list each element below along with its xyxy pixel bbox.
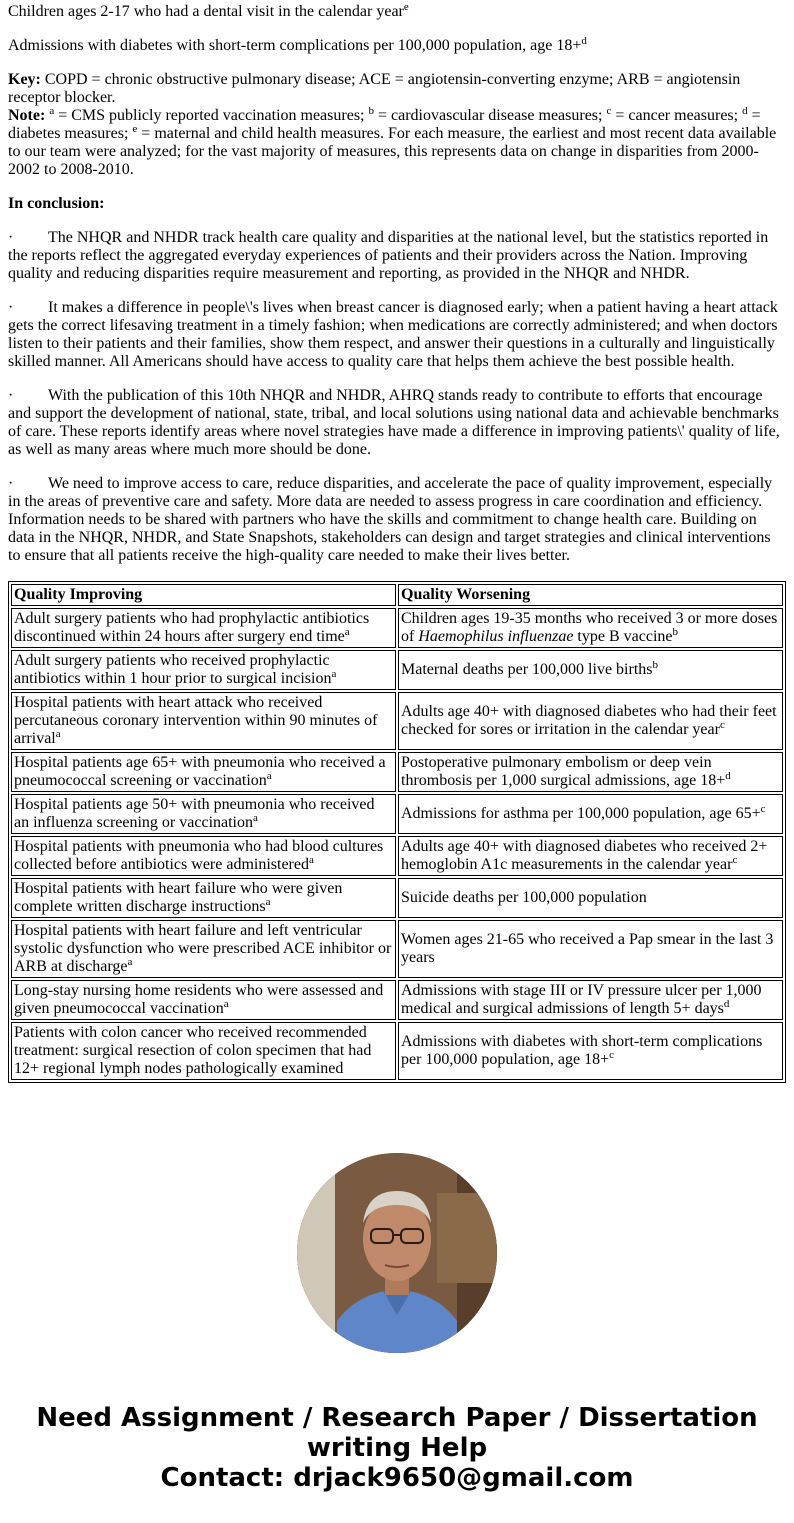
- worsening-cell: Children ages 19-35 months who received 3 or more doses of Haemophilus influenzae type B vaccine$^b$: [398, 608, 783, 648]
- conclusion-bullet: · The NHQR and NHDR track health care quality and disparities at the national level, but the statistics reported in the reports reflect the aggregated everyday experiences of patients and their providers across the Nation. Improving quality and reducing disparities require measurement and reporting, as provided in the NHQR and NHDR.: [8, 229, 769, 282]
- worsening-cell: Adults age 40+ with diagnosed diabetes who received 2+ hemoglobin A1c measurements in the calendar year$^c$: [398, 836, 783, 876]
- worsening-cell: Suicide deaths per 100,000 population: [398, 878, 783, 918]
- table-row: [11, 692, 783, 750]
- top-line-1: Children ages 2-17 who had a dental visit in the calendar year$^e$: [8, 1, 409, 20]
- key-paragraph: Key: COPD = chronic obstructive pulmonary disease; ACE = angiotensin-converting enzyme; ARB = angiotensin receptor blocker. Note: $^a$ = CMS publicly reported vaccination measures; $^b$ = cardiovascular disease measures; $^c$ = cancer measures; $^d$ = diabetes measures; $^e$ = maternal and child health measures. For each measure, the earliest and most recent data available to our team were analyzed; for the vast majority of measures, this represents data on change in disparities from 2000-2002 to 2008-2010.: [8, 71, 777, 178]
- improving-cell: Adult surgery patients who received prophylactic antibiotics within 1 hour prior to surgical incision$^a$: [11, 650, 396, 690]
- top-line-2-sup: d: [581, 35, 587, 47]
- table-row: [11, 836, 783, 876]
- conclusion-bullet: · We need to improve access to care, reduce disparities, and accelerate the pace of quality improvement, especially in the areas of preventive care and safety. More data are needed to assess progress in care coordination and efficiency. Information needs to be shared with partners who have the skills and commitment to change health care. Building on data in the NHQR, NHDR, and State Snapshots, stakeholders can design and target strategies and clinical interventions to ensure that all patients receive the high-quality care needed to make their lives better.: [8, 475, 773, 564]
- key-label: Key:: [8, 71, 41, 88]
- contact-banner: [0, 1403, 794, 1493]
- worsening-cell: Admissions for asthma per 100,000 population, age 65+$^c$: [398, 794, 783, 834]
- table-row: [11, 608, 783, 648]
- banner-line-1: Need Assignment / Research Paper / Dissertation: [36, 1403, 758, 1433]
- table-header-row: [11, 584, 783, 606]
- improving-cell: Adult surgery patients who had prophylactic antibiotics discontinued within 24 hours after surgery end time$^a$: [11, 608, 396, 648]
- bullet-marker: ·: [8, 475, 14, 492]
- table-row: [11, 920, 783, 978]
- top-line-2: Admissions with diabetes with short-term complications per 100,000 population, age 18+$^d$: [8, 35, 587, 54]
- worsening-cell: Postoperative pulmonary embolism or deep vein thrombosis per 1,000 surgical admissions, age 18+$^d$: [398, 752, 783, 792]
- table-row: [11, 794, 783, 834]
- header-quality-worsening: Quality Worsening: [398, 584, 783, 606]
- top-line-1-sup: e: [403, 1, 409, 13]
- worsening-cell: Adults age 40+ with diagnosed diabetes who had their feet checked for sores or irritation in the calendar year$^c$: [398, 692, 783, 750]
- key-text: COPD = chronic obstructive pulmonary disease; ACE = angiotensin-converting enzyme; ARB = angiotensin receptor blocker.: [8, 71, 741, 106]
- header-quality-improving: Quality Improving: [11, 584, 396, 606]
- bullet-marker: ·: [8, 229, 14, 246]
- improving-cell: Patients with colon cancer who received recommended treatment: surgical resection of colon specimen that had 12+ regional lymph nodes pathologically examined: [11, 1022, 396, 1080]
- conclusion-bullet: · With the publication of this 10th NHQR and NHDR, AHRQ stands ready to contribute to efforts that encourage and support the development of national, state, tribal, and local solutions using national data and achievable benchmarks of care. These reports identify areas where novel strategies have made a difference in improving patients\' quality of life, as well as many areas where much more should be done.: [8, 387, 780, 458]
- table-row: [11, 878, 783, 918]
- table-row: [11, 980, 783, 1020]
- banner-contact: Contact: drjack9650@gmail.com: [160, 1463, 634, 1493]
- improving-cell: Hospital patients with pneumonia who had blood cultures collected before antibiotics were administered$^a$: [11, 836, 396, 876]
- author-portrait-image: [297, 1153, 497, 1353]
- improving-cell: Hospital patients with heart failure and left ventricular systolic dysfunction who were prescribed ACE inhibitor or ARB at discharge$^a$: [11, 920, 396, 978]
- banner-line-2: writing Help: [306, 1433, 488, 1463]
- conclusion-bullet: · It makes a difference in people\'s lives when breast cancer is diagnosed early; when a patient having a heart attack gets the correct lifesaving treatment in a timely fashion; when medications are correctly administered; and when doctors listen to their patients and their families, show them respect, and answer their questions in a culturally and linguistically skilled manner. All Americans should have access to quality care that helps them achieve the best possible health.: [8, 299, 778, 370]
- worsening-cell: Admissions with stage III or IV pressure ulcer per 1,000 medical and surgical admissions of length 5+ days$^d$: [398, 980, 783, 1020]
- worsening-cell: Admissions with diabetes with short-term complications per 100,000 population, age 18+$^c$: [398, 1022, 783, 1080]
- note-label: Note:: [8, 107, 46, 124]
- quality-table: [8, 581, 786, 1083]
- improving-cell: Long-stay nursing home residents who were assessed and given pneumococcal vaccination$^a$: [11, 980, 396, 1020]
- table-row: [11, 1022, 783, 1080]
- improving-cell: Hospital patients age 50+ with pneumonia who received an influenza screening or vaccination$^a$: [11, 794, 396, 834]
- conclusion-heading: In conclusion:: [8, 195, 105, 212]
- improving-cell: Hospital patients age 65+ with pneumonia who received a pneumococcal screening or vaccination$^a$: [11, 752, 396, 792]
- bullet-marker: ·: [8, 299, 14, 316]
- worsening-cell: Women ages 21-65 who received a Pap smear in the last 3 years: [398, 920, 783, 978]
- table-row: [11, 752, 783, 792]
- bullet-marker: ·: [8, 387, 14, 404]
- author-photo: [297, 1153, 497, 1353]
- table-row: [11, 650, 783, 690]
- improving-cell: Hospital patients with heart failure who were given complete written discharge instructions$^a$: [11, 878, 396, 918]
- worsening-cell: Maternal deaths per 100,000 live births$^b$: [398, 650, 783, 690]
- improving-cell: Hospital patients with heart attack who received percutaneous coronary intervention within 90 minutes of arrival$^a$: [11, 692, 396, 750]
